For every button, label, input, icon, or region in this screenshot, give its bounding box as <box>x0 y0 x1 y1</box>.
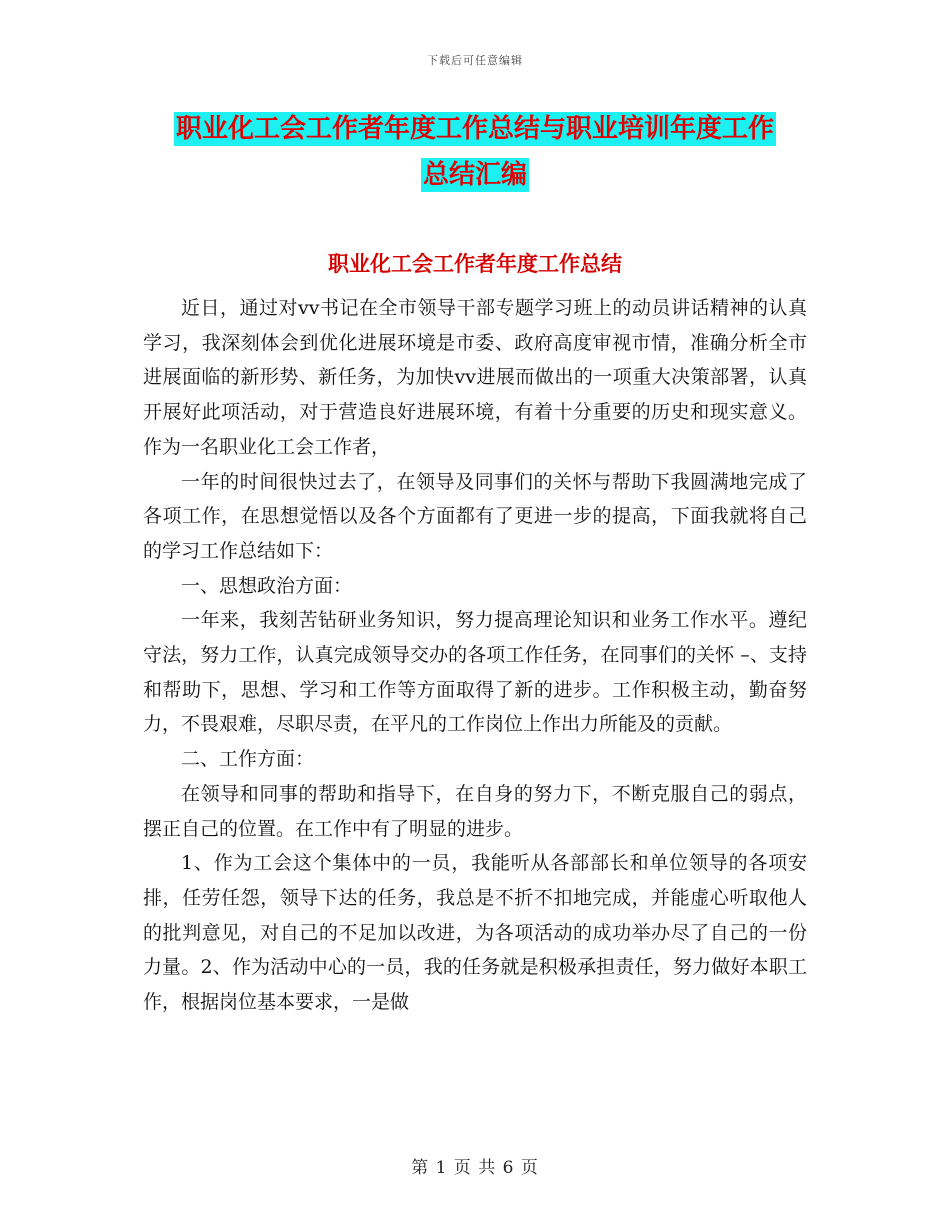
document-title-line-2: 总结汇编 <box>422 160 527 190</box>
paragraph: 一年的时间很快过去了，在领导及同事们的关怀与帮助下我圆满地完成了各项工作，在思想觉悟以及各个方面都有了更进一步的提高，下面我就将自己的学习工作总结如下： <box>143 470 807 562</box>
page-number-footer: 第 1 页 共 6 页 <box>411 1158 539 1178</box>
document-title-line-1: 职业化工会工作者年度工作总结与职业培训年度工作 <box>175 114 774 144</box>
paragraph-heading: 二、工作方面： <box>181 748 315 771</box>
document-title <box>0 106 950 198</box>
body-text <box>143 291 807 1020</box>
paragraph: 近日，通过对vv书记在全市领导干部专题学习班上的动员讲话精神的认真学习，我深刻体会到优化进展环境是市委、政府高度审视市情，准确分析全市进展面临的新形势、新任务，为加快vv进展而做出的一项重大决策部署，认真开展好此项活动，对于营造良好进展环境，有着十分重要的历史和现实意义。作为一名职业化工会工作者， <box>143 297 807 458</box>
paragraph: 在领导和同事的帮助和指导下，在自身的努力下，不断克服自己的弱点，摆正自己的位置。在工作中有了明显的进步。 <box>143 782 807 840</box>
paragraph-heading: 一、思想政治方面： <box>181 574 353 597</box>
paragraph: 一年来，我刻苦钻研业务知识，努力提高理论知识和业务工作水平。遵纪守法，努力工作，认真完成领导交办的各项工作任务，在同事们的关怀 –、支持和帮助下，思想、学习和工作等方面取得了新的进步。工作积极主动，勤奋努力，不畏艰难，尽职尽责，在平凡的工作岗位上作出力所能及的贡献。 <box>143 609 807 736</box>
section-title: 职业化工会工作者年度工作总结 <box>328 251 622 276</box>
header-note: 下载后可任意编辑 <box>427 54 523 67</box>
paragraph: 1、作为工会这个集体中的一员，我能听从各部部长和单位领导的各项安排，任劳任怨，领导下达的任务，我总是不折不扣地完成，并能虚心听取他人的批判意见，对自己的不足加以改进，为各项活动的成功举办尽了自己的一份力量。2、作为活动中心的一员，我的任务就是积极承担责任，努力做好本职工作，根据岗位基本要求，一是做 <box>143 852 807 1014</box>
